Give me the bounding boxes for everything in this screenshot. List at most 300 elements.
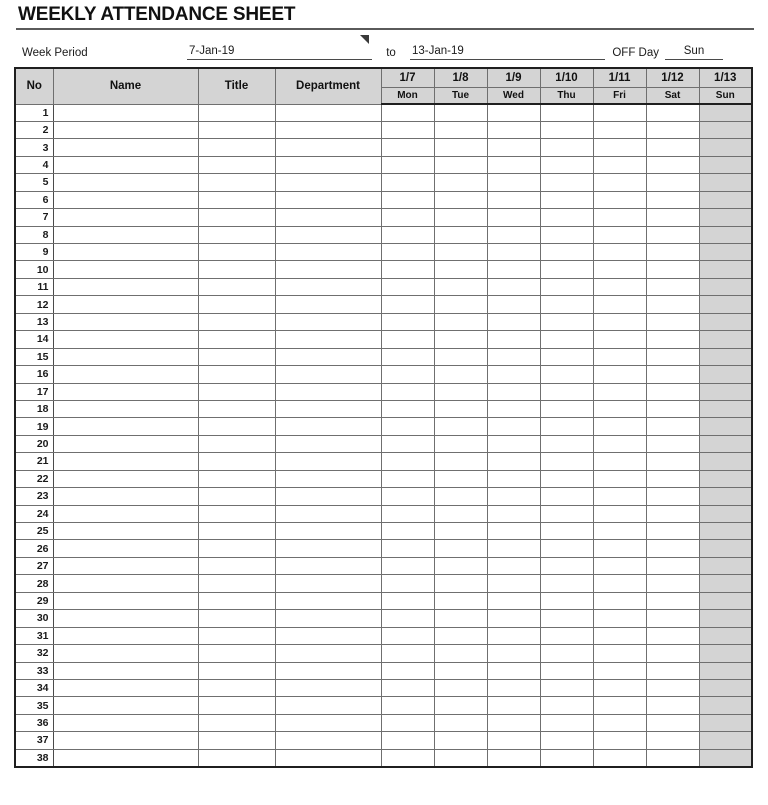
- title-cell[interactable]: [198, 244, 275, 261]
- attendance-cell-tue[interactable]: [434, 278, 487, 295]
- attendance-cell-sun[interactable]: [699, 383, 752, 400]
- attendance-cell-sun[interactable]: [699, 627, 752, 644]
- attendance-cell-sun[interactable]: [699, 244, 752, 261]
- attendance-cell-sat[interactable]: [646, 139, 699, 156]
- attendance-cell-sat[interactable]: [646, 348, 699, 365]
- title-cell[interactable]: [198, 156, 275, 173]
- attendance-cell-tue[interactable]: [434, 139, 487, 156]
- attendance-cell-sun[interactable]: [699, 453, 752, 470]
- attendance-cell-wed[interactable]: [487, 121, 540, 138]
- attendance-cell-sat[interactable]: [646, 209, 699, 226]
- attendance-cell-tue[interactable]: [434, 679, 487, 696]
- attendance-cell-tue[interactable]: [434, 697, 487, 714]
- attendance-cell-thu[interactable]: [540, 453, 593, 470]
- title-cell[interactable]: [198, 575, 275, 592]
- attendance-cell-wed[interactable]: [487, 174, 540, 191]
- department-cell[interactable]: [275, 366, 381, 383]
- department-cell[interactable]: [275, 523, 381, 540]
- name-cell[interactable]: [53, 627, 198, 644]
- attendance-cell-thu[interactable]: [540, 732, 593, 749]
- attendance-cell-sun[interactable]: [699, 418, 752, 435]
- attendance-cell-tue[interactable]: [434, 523, 487, 540]
- attendance-cell-sat[interactable]: [646, 679, 699, 696]
- attendance-cell-sat[interactable]: [646, 156, 699, 173]
- attendance-cell-tue[interactable]: [434, 366, 487, 383]
- attendance-cell-mon[interactable]: [381, 592, 434, 609]
- attendance-cell-tue[interactable]: [434, 244, 487, 261]
- department-cell[interactable]: [275, 261, 381, 278]
- attendance-cell-tue[interactable]: [434, 121, 487, 138]
- title-cell[interactable]: [198, 278, 275, 295]
- attendance-cell-sat[interactable]: [646, 592, 699, 609]
- title-cell[interactable]: [198, 209, 275, 226]
- attendance-cell-fri[interactable]: [593, 523, 646, 540]
- attendance-cell-tue[interactable]: [434, 261, 487, 278]
- attendance-cell-thu[interactable]: [540, 191, 593, 208]
- attendance-cell-sat[interactable]: [646, 749, 699, 766]
- attendance-cell-wed[interactable]: [487, 261, 540, 278]
- attendance-cell-mon[interactable]: [381, 453, 434, 470]
- attendance-cell-sun[interactable]: [699, 331, 752, 348]
- attendance-cell-thu[interactable]: [540, 488, 593, 505]
- attendance-cell-tue[interactable]: [434, 645, 487, 662]
- attendance-cell-sun[interactable]: [699, 714, 752, 731]
- attendance-cell-sun[interactable]: [699, 505, 752, 522]
- attendance-cell-sat[interactable]: [646, 121, 699, 138]
- attendance-cell-sun[interactable]: [699, 592, 752, 609]
- attendance-cell-wed[interactable]: [487, 139, 540, 156]
- attendance-cell-wed[interactable]: [487, 348, 540, 365]
- attendance-cell-sat[interactable]: [646, 645, 699, 662]
- attendance-cell-sun[interactable]: [699, 435, 752, 452]
- attendance-cell-sun[interactable]: [699, 470, 752, 487]
- attendance-cell-sat[interactable]: [646, 104, 699, 121]
- attendance-cell-tue[interactable]: [434, 453, 487, 470]
- name-cell[interactable]: [53, 645, 198, 662]
- attendance-cell-sat[interactable]: [646, 627, 699, 644]
- attendance-cell-sat[interactable]: [646, 366, 699, 383]
- title-cell[interactable]: [198, 645, 275, 662]
- department-cell[interactable]: [275, 174, 381, 191]
- attendance-cell-mon[interactable]: [381, 488, 434, 505]
- attendance-cell-wed[interactable]: [487, 278, 540, 295]
- attendance-cell-thu[interactable]: [540, 139, 593, 156]
- department-cell[interactable]: [275, 697, 381, 714]
- attendance-cell-fri[interactable]: [593, 732, 646, 749]
- department-cell[interactable]: [275, 645, 381, 662]
- attendance-cell-mon[interactable]: [381, 191, 434, 208]
- attendance-cell-tue[interactable]: [434, 435, 487, 452]
- attendance-cell-thu[interactable]: [540, 627, 593, 644]
- title-cell[interactable]: [198, 226, 275, 243]
- attendance-cell-thu[interactable]: [540, 470, 593, 487]
- attendance-cell-fri[interactable]: [593, 749, 646, 766]
- department-cell[interactable]: [275, 156, 381, 173]
- title-cell[interactable]: [198, 697, 275, 714]
- department-cell[interactable]: [275, 505, 381, 522]
- attendance-cell-mon[interactable]: [381, 244, 434, 261]
- name-cell[interactable]: [53, 453, 198, 470]
- title-cell[interactable]: [198, 313, 275, 330]
- name-cell[interactable]: [53, 749, 198, 766]
- attendance-cell-tue[interactable]: [434, 714, 487, 731]
- attendance-cell-thu[interactable]: [540, 418, 593, 435]
- attendance-cell-sun[interactable]: [699, 226, 752, 243]
- attendance-cell-sat[interactable]: [646, 174, 699, 191]
- attendance-cell-thu[interactable]: [540, 714, 593, 731]
- title-cell[interactable]: [198, 470, 275, 487]
- attendance-cell-sat[interactable]: [646, 505, 699, 522]
- attendance-cell-thu[interactable]: [540, 435, 593, 452]
- attendance-cell-fri[interactable]: [593, 348, 646, 365]
- attendance-cell-sat[interactable]: [646, 244, 699, 261]
- attendance-cell-fri[interactable]: [593, 697, 646, 714]
- attendance-cell-mon[interactable]: [381, 121, 434, 138]
- attendance-cell-fri[interactable]: [593, 645, 646, 662]
- attendance-cell-fri[interactable]: [593, 156, 646, 173]
- name-cell[interactable]: [53, 662, 198, 679]
- name-cell[interactable]: [53, 121, 198, 138]
- attendance-cell-wed[interactable]: [487, 505, 540, 522]
- attendance-cell-thu[interactable]: [540, 226, 593, 243]
- attendance-cell-mon[interactable]: [381, 383, 434, 400]
- attendance-cell-thu[interactable]: [540, 261, 593, 278]
- attendance-cell-sun[interactable]: [699, 557, 752, 574]
- attendance-cell-mon[interactable]: [381, 261, 434, 278]
- attendance-cell-sat[interactable]: [646, 418, 699, 435]
- title-cell[interactable]: [198, 139, 275, 156]
- attendance-cell-fri[interactable]: [593, 400, 646, 417]
- attendance-cell-fri[interactable]: [593, 435, 646, 452]
- attendance-cell-tue[interactable]: [434, 488, 487, 505]
- name-cell[interactable]: [53, 244, 198, 261]
- department-cell[interactable]: [275, 662, 381, 679]
- attendance-cell-sat[interactable]: [646, 278, 699, 295]
- attendance-cell-mon[interactable]: [381, 418, 434, 435]
- attendance-cell-thu[interactable]: [540, 610, 593, 627]
- attendance-cell-sun[interactable]: [699, 732, 752, 749]
- name-cell[interactable]: [53, 435, 198, 452]
- attendance-cell-mon[interactable]: [381, 104, 434, 121]
- attendance-cell-wed[interactable]: [487, 453, 540, 470]
- attendance-cell-fri[interactable]: [593, 540, 646, 557]
- attendance-cell-fri[interactable]: [593, 313, 646, 330]
- attendance-cell-sun[interactable]: [699, 662, 752, 679]
- attendance-cell-wed[interactable]: [487, 470, 540, 487]
- attendance-cell-sun[interactable]: [699, 296, 752, 313]
- department-cell[interactable]: [275, 749, 381, 766]
- attendance-cell-tue[interactable]: [434, 209, 487, 226]
- attendance-cell-fri[interactable]: [593, 557, 646, 574]
- name-cell[interactable]: [53, 278, 198, 295]
- attendance-cell-wed[interactable]: [487, 383, 540, 400]
- name-cell[interactable]: [53, 296, 198, 313]
- attendance-cell-mon[interactable]: [381, 156, 434, 173]
- title-cell[interactable]: [198, 296, 275, 313]
- attendance-cell-tue[interactable]: [434, 296, 487, 313]
- title-cell[interactable]: [198, 679, 275, 696]
- attendance-cell-mon[interactable]: [381, 435, 434, 452]
- department-cell[interactable]: [275, 139, 381, 156]
- title-cell[interactable]: [198, 610, 275, 627]
- attendance-cell-thu[interactable]: [540, 174, 593, 191]
- name-cell[interactable]: [53, 610, 198, 627]
- attendance-cell-sun[interactable]: [699, 610, 752, 627]
- title-cell[interactable]: [198, 505, 275, 522]
- department-cell[interactable]: [275, 296, 381, 313]
- attendance-cell-mon[interactable]: [381, 697, 434, 714]
- title-cell[interactable]: [198, 453, 275, 470]
- attendance-cell-tue[interactable]: [434, 575, 487, 592]
- attendance-cell-wed[interactable]: [487, 645, 540, 662]
- attendance-cell-fri[interactable]: [593, 331, 646, 348]
- attendance-cell-wed[interactable]: [487, 575, 540, 592]
- name-cell[interactable]: [53, 523, 198, 540]
- attendance-cell-wed[interactable]: [487, 662, 540, 679]
- attendance-cell-wed[interactable]: [487, 244, 540, 261]
- department-cell[interactable]: [275, 313, 381, 330]
- attendance-cell-sun[interactable]: [699, 191, 752, 208]
- attendance-cell-wed[interactable]: [487, 104, 540, 121]
- department-cell[interactable]: [275, 732, 381, 749]
- name-cell[interactable]: [53, 209, 198, 226]
- attendance-cell-wed[interactable]: [487, 366, 540, 383]
- attendance-cell-sat[interactable]: [646, 191, 699, 208]
- attendance-cell-fri[interactable]: [593, 575, 646, 592]
- attendance-cell-wed[interactable]: [487, 557, 540, 574]
- title-cell[interactable]: [198, 383, 275, 400]
- attendance-cell-mon[interactable]: [381, 400, 434, 417]
- title-cell[interactable]: [198, 627, 275, 644]
- attendance-cell-mon[interactable]: [381, 139, 434, 156]
- attendance-cell-sun[interactable]: [699, 313, 752, 330]
- name-cell[interactable]: [53, 104, 198, 121]
- attendance-cell-wed[interactable]: [487, 209, 540, 226]
- department-cell[interactable]: [275, 278, 381, 295]
- attendance-cell-thu[interactable]: [540, 749, 593, 766]
- attendance-cell-wed[interactable]: [487, 679, 540, 696]
- attendance-cell-wed[interactable]: [487, 610, 540, 627]
- name-cell[interactable]: [53, 679, 198, 696]
- attendance-cell-wed[interactable]: [487, 732, 540, 749]
- attendance-cell-wed[interactable]: [487, 191, 540, 208]
- attendance-cell-sat[interactable]: [646, 313, 699, 330]
- attendance-cell-thu[interactable]: [540, 348, 593, 365]
- end-date-field[interactable]: [410, 44, 605, 60]
- name-cell[interactable]: [53, 226, 198, 243]
- attendance-cell-tue[interactable]: [434, 348, 487, 365]
- attendance-cell-wed[interactable]: [487, 435, 540, 452]
- department-cell[interactable]: [275, 226, 381, 243]
- attendance-cell-fri[interactable]: [593, 453, 646, 470]
- attendance-cell-sun[interactable]: [699, 104, 752, 121]
- attendance-cell-sun[interactable]: [699, 749, 752, 766]
- department-cell[interactable]: [275, 121, 381, 138]
- attendance-cell-sat[interactable]: [646, 261, 699, 278]
- attendance-cell-sun[interactable]: [699, 121, 752, 138]
- attendance-cell-mon[interactable]: [381, 575, 434, 592]
- title-cell[interactable]: [198, 174, 275, 191]
- title-cell[interactable]: [198, 191, 275, 208]
- attendance-cell-sun[interactable]: [699, 400, 752, 417]
- department-cell[interactable]: [275, 679, 381, 696]
- name-cell[interactable]: [53, 732, 198, 749]
- name-cell[interactable]: [53, 505, 198, 522]
- attendance-cell-sun[interactable]: [699, 139, 752, 156]
- attendance-cell-mon[interactable]: [381, 348, 434, 365]
- department-cell[interactable]: [275, 540, 381, 557]
- attendance-cell-sat[interactable]: [646, 714, 699, 731]
- attendance-cell-sun[interactable]: [699, 156, 752, 173]
- title-cell[interactable]: [198, 348, 275, 365]
- name-cell[interactable]: [53, 313, 198, 330]
- attendance-cell-thu[interactable]: [540, 557, 593, 574]
- attendance-cell-fri[interactable]: [593, 383, 646, 400]
- attendance-cell-tue[interactable]: [434, 732, 487, 749]
- attendance-cell-sat[interactable]: [646, 383, 699, 400]
- attendance-cell-mon[interactable]: [381, 732, 434, 749]
- department-cell[interactable]: [275, 418, 381, 435]
- name-cell[interactable]: [53, 348, 198, 365]
- attendance-cell-fri[interactable]: [593, 209, 646, 226]
- attendance-cell-sat[interactable]: [646, 331, 699, 348]
- name-cell[interactable]: [53, 191, 198, 208]
- attendance-cell-tue[interactable]: [434, 104, 487, 121]
- attendance-cell-fri[interactable]: [593, 627, 646, 644]
- attendance-cell-fri[interactable]: [593, 714, 646, 731]
- name-cell[interactable]: [53, 139, 198, 156]
- attendance-cell-tue[interactable]: [434, 313, 487, 330]
- attendance-cell-sat[interactable]: [646, 488, 699, 505]
- start-date-field[interactable]: [187, 44, 372, 60]
- attendance-cell-fri[interactable]: [593, 261, 646, 278]
- title-cell[interactable]: [198, 331, 275, 348]
- attendance-cell-mon[interactable]: [381, 366, 434, 383]
- attendance-cell-thu[interactable]: [540, 209, 593, 226]
- attendance-cell-tue[interactable]: [434, 749, 487, 766]
- attendance-cell-tue[interactable]: [434, 226, 487, 243]
- attendance-cell-sat[interactable]: [646, 662, 699, 679]
- department-cell[interactable]: [275, 191, 381, 208]
- attendance-cell-thu[interactable]: [540, 313, 593, 330]
- attendance-cell-thu[interactable]: [540, 121, 593, 138]
- attendance-cell-mon[interactable]: [381, 505, 434, 522]
- attendance-cell-fri[interactable]: [593, 139, 646, 156]
- name-cell[interactable]: [53, 714, 198, 731]
- name-cell[interactable]: [53, 540, 198, 557]
- attendance-cell-thu[interactable]: [540, 400, 593, 417]
- title-cell[interactable]: [198, 366, 275, 383]
- attendance-cell-sat[interactable]: [646, 226, 699, 243]
- name-cell[interactable]: [53, 156, 198, 173]
- title-cell[interactable]: [198, 488, 275, 505]
- attendance-cell-sun[interactable]: [699, 278, 752, 295]
- title-cell[interactable]: [198, 261, 275, 278]
- title-cell[interactable]: [198, 435, 275, 452]
- attendance-cell-tue[interactable]: [434, 174, 487, 191]
- department-cell[interactable]: [275, 488, 381, 505]
- attendance-cell-sun[interactable]: [699, 575, 752, 592]
- attendance-cell-thu[interactable]: [540, 244, 593, 261]
- attendance-cell-thu[interactable]: [540, 366, 593, 383]
- attendance-cell-thu[interactable]: [540, 383, 593, 400]
- department-cell[interactable]: [275, 209, 381, 226]
- attendance-cell-sat[interactable]: [646, 610, 699, 627]
- attendance-cell-sat[interactable]: [646, 732, 699, 749]
- attendance-cell-fri[interactable]: [593, 296, 646, 313]
- title-cell[interactable]: [198, 540, 275, 557]
- attendance-cell-mon[interactable]: [381, 645, 434, 662]
- attendance-cell-fri[interactable]: [593, 244, 646, 261]
- attendance-cell-fri[interactable]: [593, 592, 646, 609]
- attendance-cell-tue[interactable]: [434, 383, 487, 400]
- department-cell[interactable]: [275, 453, 381, 470]
- attendance-cell-fri[interactable]: [593, 610, 646, 627]
- attendance-cell-fri[interactable]: [593, 366, 646, 383]
- attendance-cell-fri[interactable]: [593, 418, 646, 435]
- attendance-cell-tue[interactable]: [434, 557, 487, 574]
- attendance-cell-wed[interactable]: [487, 523, 540, 540]
- name-cell[interactable]: [53, 366, 198, 383]
- title-cell[interactable]: [198, 749, 275, 766]
- attendance-cell-mon[interactable]: [381, 523, 434, 540]
- attendance-cell-wed[interactable]: [487, 592, 540, 609]
- attendance-cell-sun[interactable]: [699, 645, 752, 662]
- attendance-cell-wed[interactable]: [487, 226, 540, 243]
- attendance-cell-sun[interactable]: [699, 488, 752, 505]
- attendance-cell-wed[interactable]: [487, 418, 540, 435]
- department-cell[interactable]: [275, 557, 381, 574]
- department-cell[interactable]: [275, 383, 381, 400]
- attendance-cell-mon[interactable]: [381, 679, 434, 696]
- attendance-cell-fri[interactable]: [593, 278, 646, 295]
- attendance-cell-thu[interactable]: [540, 278, 593, 295]
- attendance-cell-thu[interactable]: [540, 104, 593, 121]
- attendance-cell-tue[interactable]: [434, 592, 487, 609]
- attendance-cell-mon[interactable]: [381, 226, 434, 243]
- attendance-cell-tue[interactable]: [434, 400, 487, 417]
- department-cell[interactable]: [275, 348, 381, 365]
- attendance-cell-sat[interactable]: [646, 557, 699, 574]
- name-cell[interactable]: [53, 261, 198, 278]
- attendance-cell-fri[interactable]: [593, 679, 646, 696]
- attendance-cell-thu[interactable]: [540, 156, 593, 173]
- title-cell[interactable]: [198, 662, 275, 679]
- attendance-cell-wed[interactable]: [487, 296, 540, 313]
- off-day-field[interactable]: [665, 44, 723, 60]
- attendance-cell-thu[interactable]: [540, 575, 593, 592]
- title-cell[interactable]: [198, 104, 275, 121]
- attendance-cell-mon[interactable]: [381, 749, 434, 766]
- name-cell[interactable]: [53, 557, 198, 574]
- attendance-cell-tue[interactable]: [434, 540, 487, 557]
- title-cell[interactable]: [198, 732, 275, 749]
- attendance-cell-thu[interactable]: [540, 697, 593, 714]
- attendance-cell-fri[interactable]: [593, 662, 646, 679]
- department-cell[interactable]: [275, 575, 381, 592]
- attendance-cell-fri[interactable]: [593, 470, 646, 487]
- attendance-cell-tue[interactable]: [434, 418, 487, 435]
- attendance-cell-tue[interactable]: [434, 191, 487, 208]
- attendance-cell-tue[interactable]: [434, 156, 487, 173]
- attendance-cell-tue[interactable]: [434, 610, 487, 627]
- name-cell[interactable]: [53, 488, 198, 505]
- attendance-cell-thu[interactable]: [540, 592, 593, 609]
- attendance-cell-thu[interactable]: [540, 523, 593, 540]
- attendance-cell-wed[interactable]: [487, 540, 540, 557]
- attendance-cell-sun[interactable]: [699, 174, 752, 191]
- attendance-cell-sun[interactable]: [699, 679, 752, 696]
